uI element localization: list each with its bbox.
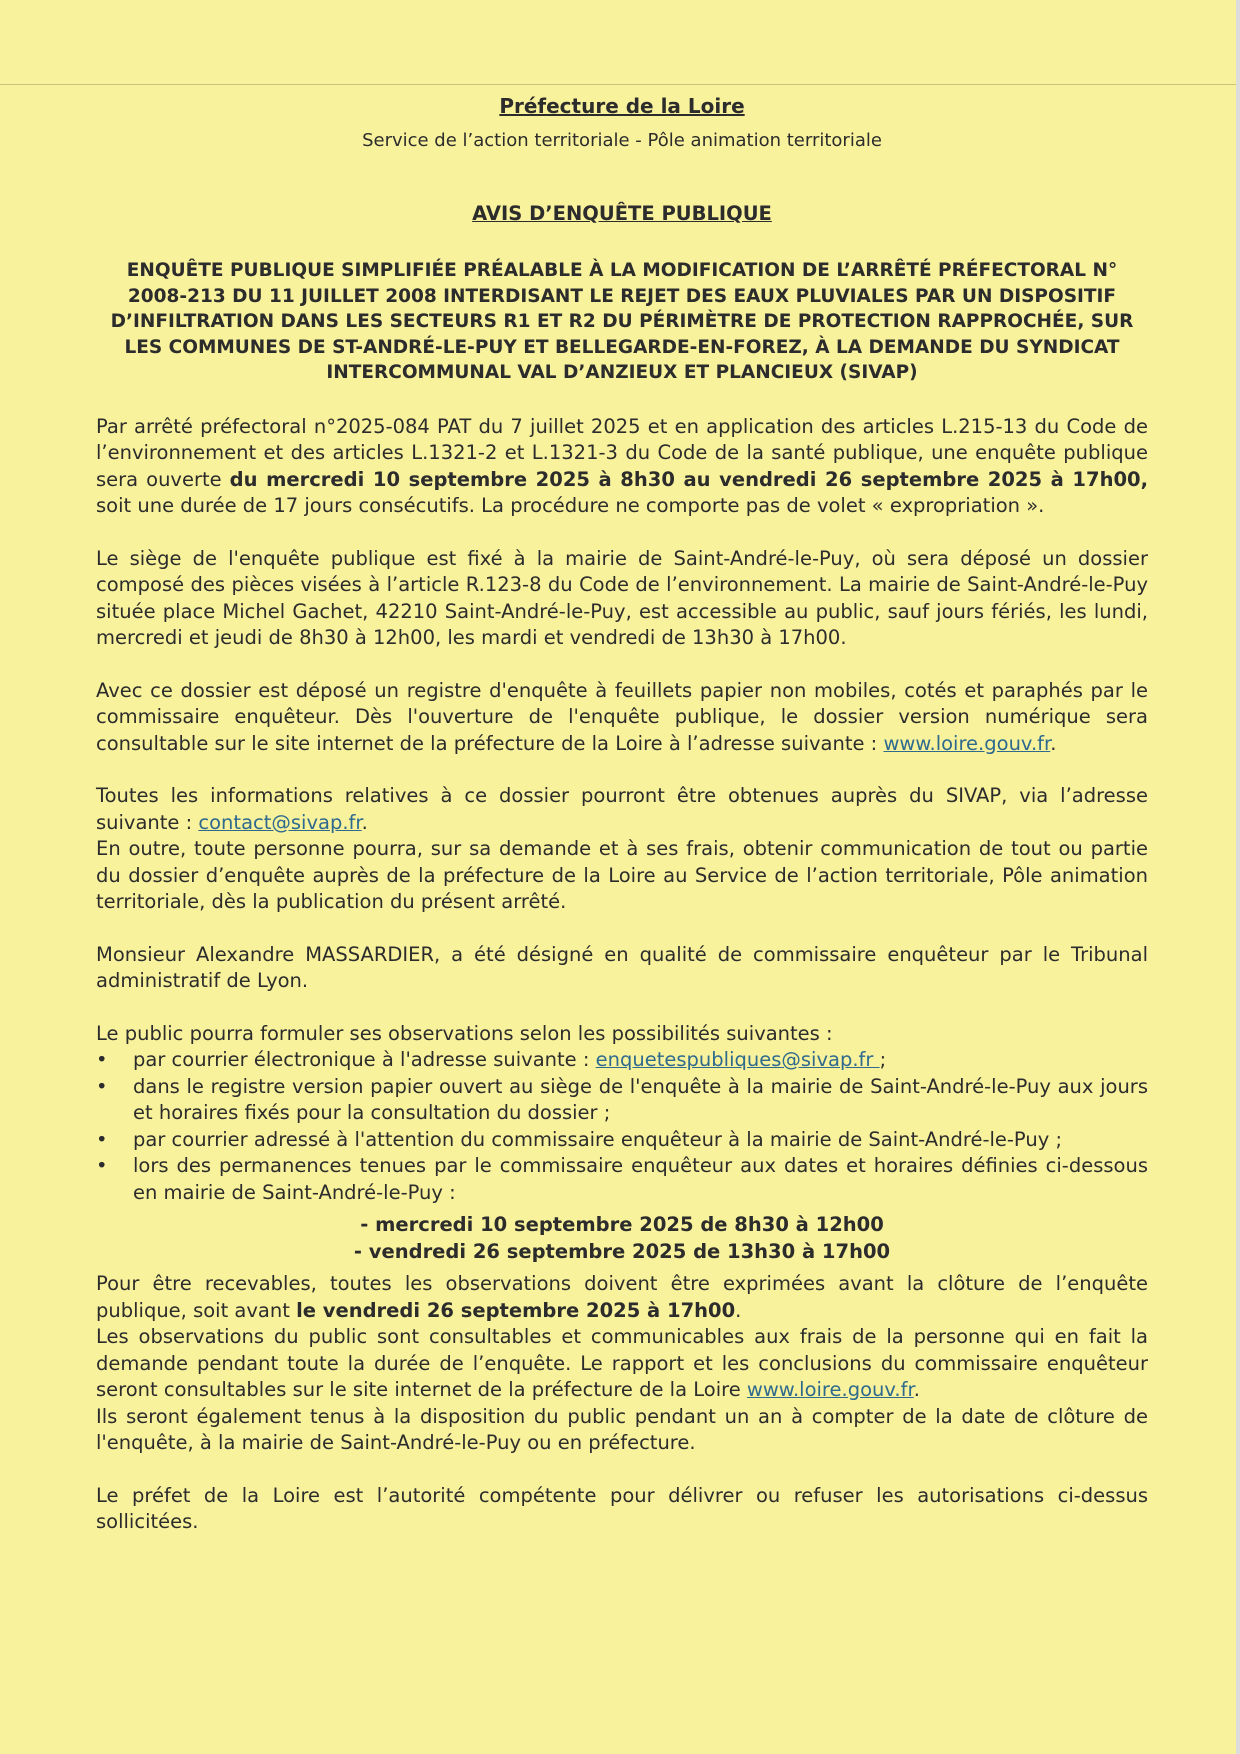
paragraph-seat: Le siège de l'enquête publique est fixé à la mairie de Saint-André-le-Puy, où sera déposé un dossier composé des pièces visées à l’article R.123-8 du Code de l’environnement. La mairie de Saint-André-le-Puy située place Michel Gachet, 42210 Saint-André-le-Puy, est accessible au public, sauf jours fériés, les lundi, mercredi et jeudi de 8h30 à 12h00, les mardi et vendredi de 13h30 à 17h00. (96, 546, 1148, 649)
inquiry-email-link[interactable]: enquetespubliques@sivap.fr (595, 1048, 880, 1071)
bullet-icon: • (96, 1154, 108, 1177)
notice-body (96, 92, 1148, 1536)
list-item: • par courrier électronique à l'adresse suivante : enquetespubliques@sivap.fr ; (96, 1047, 1148, 1074)
contact-email-link[interactable]: contact@sivap.fr (198, 810, 362, 834)
paragraph-deadline: Pour être recevables, toutes les observations doivent être exprimées avant la clôture de l’enquête publique, soit avant le vendredi 26 septembre 2025 à 17h00. (96, 1272, 1148, 1322)
list-item: • lors des permanences tenues par le commissaire enquêteur aux dates et horaires définies ci-dessous en mairie de Saint-André-le-Puy : (96, 1154, 1148, 1204)
paragraph-authority: Le préfet de la Loire est l’autorité compétente pour délivrer ou refuser les autorisations ci-dessus sollicitées. (96, 1483, 1148, 1533)
page-edge-shadow (1236, 0, 1240, 1754)
list-item: • dans le registre version papier ouvert au siège de l'enquête à la mairie de Saint-André-le-Puy aux jours et horaires fixés pour la consultation du dossier ; (96, 1074, 1148, 1124)
service-subtitle: Service de l’action territoriale - Pôle animation territoriale (362, 130, 882, 151)
paragraph-information: Toutes les informations relatives à ce dossier pourront être obtenues auprès du SIVAP, via l’adresse suivante : contact@sivap.fr. (96, 784, 1148, 834)
list-item: • par courrier adressé à l'attention du commissaire enquêteur à la mairie de Saint-André-le-Puy ; (96, 1127, 1148, 1154)
permanence-date: - mercredi 10 septembre 2025 de 8h30 à 12h00 (360, 1213, 884, 1236)
paragraph-register: Avec ce dossier est déposé un registre d'enquête à feuillets papier non mobiles, cotés et paraphés par le commissaire enquêteur. Dès l'ouverture de l'enquête publique, le dossier version numérique sera consultable sur le site internet de la préfecture de la Loire à l’adresse suivante : www.loire.gouv.fr. (96, 678, 1148, 755)
bullet-icon: • (96, 1127, 108, 1151)
inquiry-dates: du mercredi 10 septembre 2025 à 8h30 au vendredi 26 septembre 2025 à 17h00, (229, 467, 1148, 491)
notice-title: AVIS D’ENQUÊTE PUBLIQUE (472, 202, 772, 225)
deadline-date: le vendredi 26 septembre 2025 à 17h00 (296, 1298, 736, 1322)
paragraph-consultation: Les observations du public sont consultables et communicables aux frais de la personne qui en fait la demande pendant toute la durée de l’enquête. Le rapport et les conclusions du commissaire enquêteur seront consultables sur le site internet de la préfecture de la Loire www.loire.gouv.fr. (96, 1325, 1148, 1401)
permanence-schedule (96, 1212, 1148, 1265)
paragraph-opening: Par arrêté préfectoral n°2025-084 PAT du 7 juillet 2025 et en application des articles L.215-13 du Code de l’environnement et des articles L.1321-2 et L.1321-3 du Code de la santé publique, une enquête publique sera ouverte du mercredi 10 septembre 2025 à 8h30 au vendredi 26 septembre 2025 à 17h00, soit une durée de 17 jours consécutifs. La procédure ne comporte pas de volet « expropriation ». (96, 414, 1148, 517)
bullet-icon: • (96, 1048, 108, 1071)
prefecture-website-link[interactable]: www.loire.gouv.fr (883, 731, 1051, 755)
observation-methods-list (96, 1047, 1148, 1206)
notice-subject: ENQUÊTE PUBLIQUE SIMPLIFIÉE PRÉALABLE À LA MODIFICATION DE L’ARRÊTÉ PRÉFECTORAL N° 2008-213 DU 11 JUILLET 2008 INTERDISANT LE REJET DES EAUX PLUVIALES PAR UN DISPOSITIF D’INFILTRATION DANS LES SECTEURS R1 ET R2 DU PÉRIMÈTRE DE PROTECTION RAPPROCHÉE, SUR LES COMMUNES DE ST-ANDRÉ-LE-PUY ET BELLEGARDE-EN-FOREZ, À LA DEMANDE DU SYNDICAT INTERCOMMUNAL VAL D’ANZIEUX ET PLANCIEUX (SIVAP) (110, 260, 1134, 383)
agency-title: Préfecture de la Loire (499, 94, 745, 118)
paragraph-observations-intro: Le public pourra formuler ses observations selon les possibilités suivantes : (96, 1021, 833, 1045)
top-divider (0, 84, 1236, 85)
paragraph-commissioner: Monsieur Alexandre MASSARDIER, a été désigné en qualité de commissaire enquêteur par le Tribunal administratif de Lyon. (96, 942, 1148, 992)
report-website-link[interactable]: www.loire.gouv.fr (746, 1378, 914, 1401)
permanence-date: - vendredi 26 septembre 2025 de 13h30 à 17h00 (353, 1239, 891, 1263)
paragraph-availability: Ils seront également tenus à la disposition du public pendant un an à compter de la date de clôture de l'enquête, à la mairie de Saint-André-le-Puy ou en préfecture. (96, 1404, 1148, 1454)
bullet-icon: • (96, 1074, 108, 1098)
paragraph-communication: En outre, toute personne pourra, sur sa demande et à ses frais, obtenir communication de tout ou partie du dossier d’enquête auprès de la préfecture de la Loire au Service de l’action territoriale, Pôle animation territoriale, dès la publication du présent arrêté. (96, 837, 1148, 913)
